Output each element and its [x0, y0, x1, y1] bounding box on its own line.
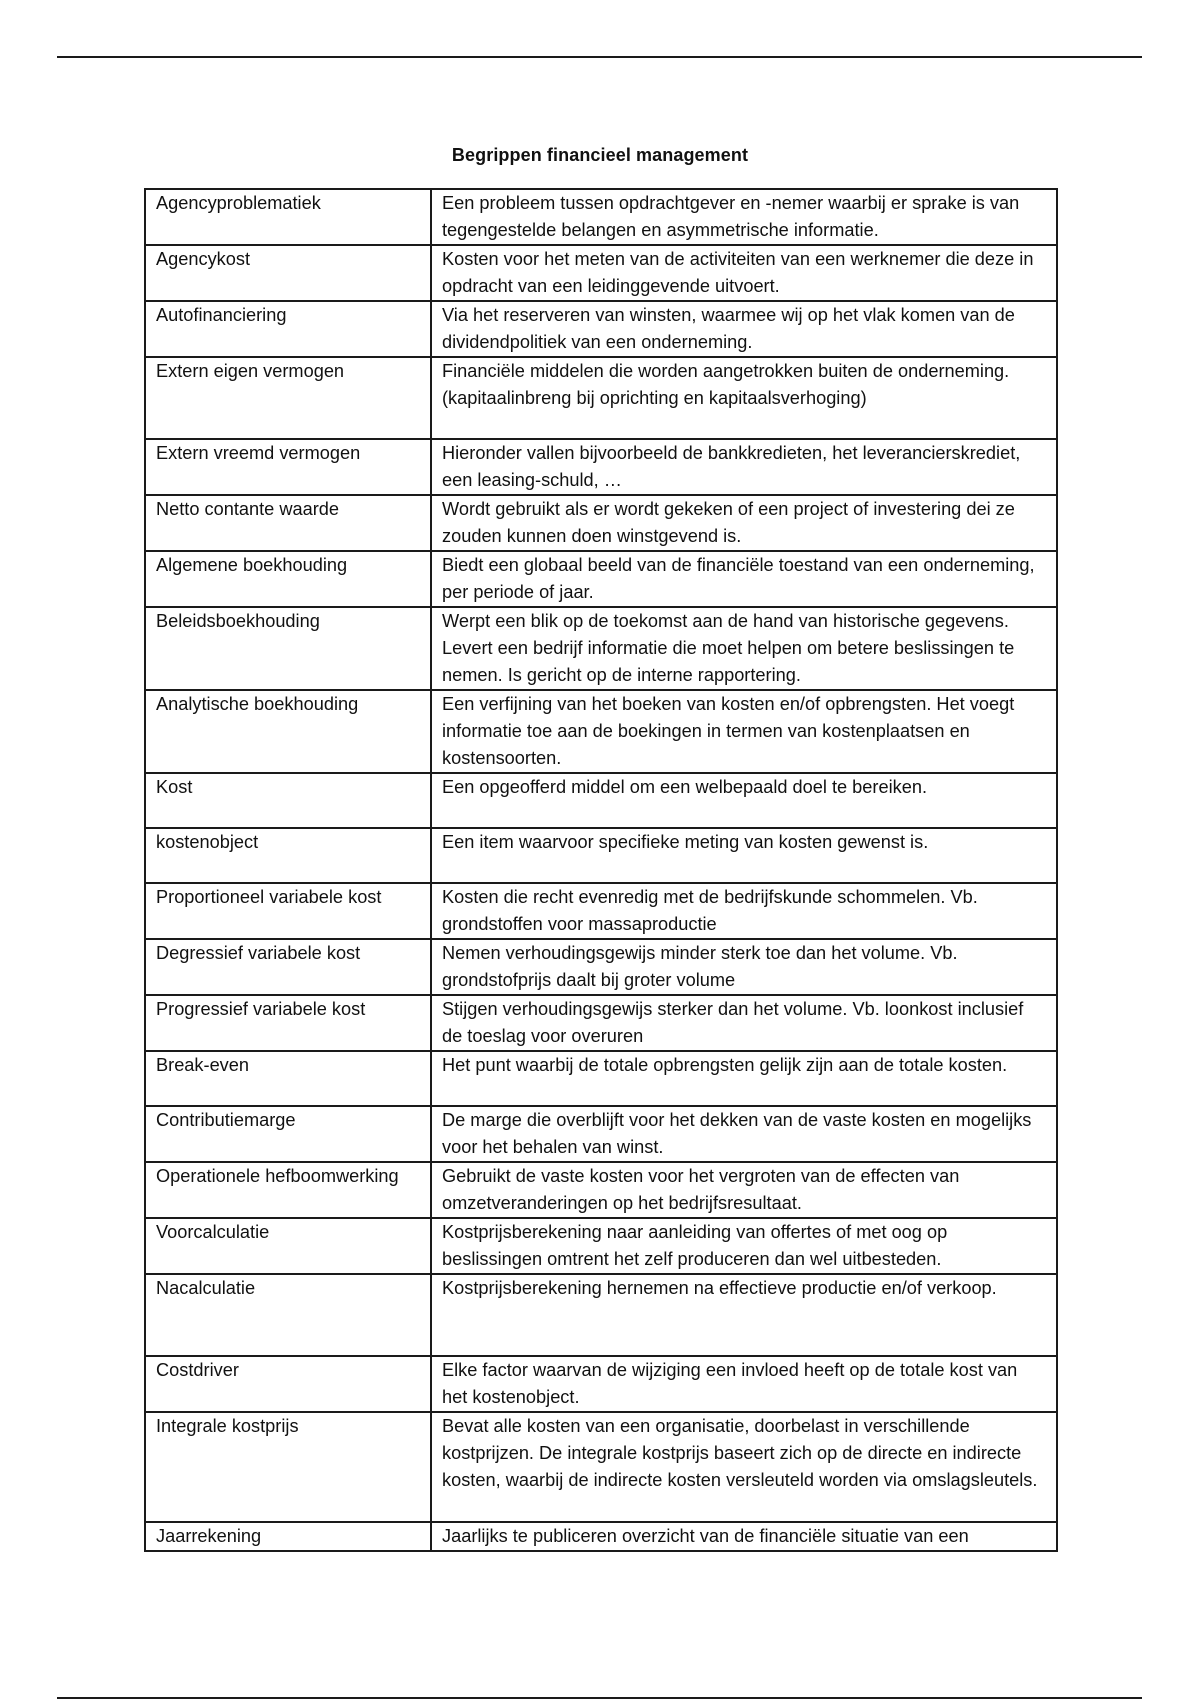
term-cell: Kost: [145, 773, 431, 828]
term-cell: Agencykost: [145, 245, 431, 301]
term-cell: Agencyproblematiek: [145, 189, 431, 245]
definition-cell: Nemen verhoudingsgewijs minder sterk toe dan het volume. Vb. grondstofprijs daalt bij groter volume: [431, 939, 1057, 995]
glossary-body: [145, 189, 1057, 1551]
glossary-table: [144, 188, 1058, 1552]
table-row: [145, 1522, 1057, 1551]
table-row: [145, 301, 1057, 357]
term-cell: Algemene boekhouding: [145, 551, 431, 607]
definition-cell: Jaarlijks te publiceren overzicht van de financiële situatie van een: [431, 1522, 1057, 1551]
table-row: [145, 690, 1057, 773]
term-cell: Analytische boekhouding: [145, 690, 431, 773]
table-row: [145, 495, 1057, 551]
term-cell: Nacalculatie: [145, 1274, 431, 1356]
term-cell: Progressief variabele kost: [145, 995, 431, 1051]
definition-cell: Stijgen verhoudingsgewijs sterker dan het volume. Vb. loonkost inclusief de toeslag voor overuren: [431, 995, 1057, 1051]
definition-cell: Kostprijsberekening hernemen na effectieve productie en/of verkoop.: [431, 1274, 1057, 1356]
term-cell: Break-even: [145, 1051, 431, 1106]
table-row: [145, 773, 1057, 828]
term-cell: Extern eigen vermogen: [145, 357, 431, 439]
definition-cell: Een verfijning van het boeken van kosten en/of opbrengsten. Het voegt informatie toe aan de boekingen in termen van kostenplaatsen en kostensoorten.: [431, 690, 1057, 773]
table-row: [145, 551, 1057, 607]
definition-cell: De marge die overblijft voor het dekken van de vaste kosten en mogelijks voor het behalen van winst.: [431, 1106, 1057, 1162]
table-row: [145, 1356, 1057, 1412]
table-row: [145, 357, 1057, 439]
table-row: [145, 189, 1057, 245]
table-row: [145, 939, 1057, 995]
definition-cell: Wordt gebruikt als er wordt gekeken of een project of investering dei ze zouden kunnen doen winstgevend is.: [431, 495, 1057, 551]
definition-cell: Elke factor waarvan de wijziging een invloed heeft op de totale kost van het kostenobject.: [431, 1356, 1057, 1412]
table-row: [145, 1412, 1057, 1522]
term-cell: Proportioneel variabele kost: [145, 883, 431, 939]
term-cell: Degressief variabele kost: [145, 939, 431, 995]
header-rule: [57, 56, 1142, 58]
definition-cell: Kostprijsberekening naar aanleiding van offertes of met oog op beslissingen omtrent het zelf produceren dan wel uitbesteden.: [431, 1218, 1057, 1274]
definition-cell: Biedt een globaal beeld van de financiële toestand van een onderneming, per periode of jaar.: [431, 551, 1057, 607]
table-row: [145, 245, 1057, 301]
table-row: [145, 607, 1057, 690]
table-row: [145, 1051, 1057, 1106]
definition-cell: Werpt een blik op de toekomst aan de hand van historische gegevens. Levert een bedrijf informatie die moet helpen om betere beslissingen te nemen. Is gericht op de interne rapportering.: [431, 607, 1057, 690]
definition-cell: Hieronder vallen bijvoorbeeld de bankkredieten, het leverancierskrediet, een leasing-schuld, …: [431, 439, 1057, 495]
definition-cell: Gebruikt de vaste kosten voor het vergroten van de effecten van omzetveranderingen op het bedrijfsresultaat.: [431, 1162, 1057, 1218]
table-row: [145, 828, 1057, 883]
table-row: [145, 883, 1057, 939]
term-cell: Contributiemarge: [145, 1106, 431, 1162]
term-cell: Integrale kostprijs: [145, 1412, 431, 1522]
term-cell: Jaarrekening: [145, 1522, 431, 1551]
table-row: [145, 995, 1057, 1051]
table-row: [145, 439, 1057, 495]
table-row: [145, 1218, 1057, 1274]
definition-cell: Via het reserveren van winsten, waarmee wij op het vlak komen van de dividendpolitiek van een onderneming.: [431, 301, 1057, 357]
definition-cell: Financiële middelen die worden aangetrokken buiten de onderneming. (kapitaalinbreng bij oprichting en kapitaalsverhoging): [431, 357, 1057, 439]
term-cell: Netto contante waarde: [145, 495, 431, 551]
definition-cell: Een probleem tussen opdrachtgever en -nemer waarbij er sprake is van tegengestelde belangen en asymmetrische informatie.: [431, 189, 1057, 245]
definition-cell: Een opgeofferd middel om een welbepaald doel te bereiken.: [431, 773, 1057, 828]
page-title: Begrippen financieel management: [451, 145, 749, 165]
term-cell: Extern vreemd vermogen: [145, 439, 431, 495]
definition-cell: Het punt waarbij de totale opbrengsten gelijk zijn aan de totale kosten.: [431, 1051, 1057, 1106]
term-cell: kostenobject: [145, 828, 431, 883]
definition-cell: Kosten die recht evenredig met de bedrijfskunde schommelen. Vb. grondstoffen voor massaproductie: [431, 883, 1057, 939]
term-cell: Autofinanciering: [145, 301, 431, 357]
definition-cell: Kosten voor het meten van de activiteiten van een werknemer die deze in opdracht van een leidinggevende uitvoert.: [431, 245, 1057, 301]
footer-rule: [57, 1697, 1142, 1699]
term-cell: Operationele hefboomwerking: [145, 1162, 431, 1218]
term-cell: Voorcalculatie: [145, 1218, 431, 1274]
table-row: [145, 1274, 1057, 1356]
definition-cell: Bevat alle kosten van een organisatie, doorbelast in verschillende kostprijzen. De integrale kostprijs baseert zich op de directe en indirecte kosten, waarbij de indirecte kosten versleuteld worden via omslagsleutels.: [431, 1412, 1057, 1522]
table-row: [145, 1106, 1057, 1162]
definition-cell: Een item waarvoor specifieke meting van kosten gewenst is.: [431, 828, 1057, 883]
term-cell: Costdriver: [145, 1356, 431, 1412]
table-row: [145, 1162, 1057, 1218]
term-cell: Beleidsboekhouding: [145, 607, 431, 690]
